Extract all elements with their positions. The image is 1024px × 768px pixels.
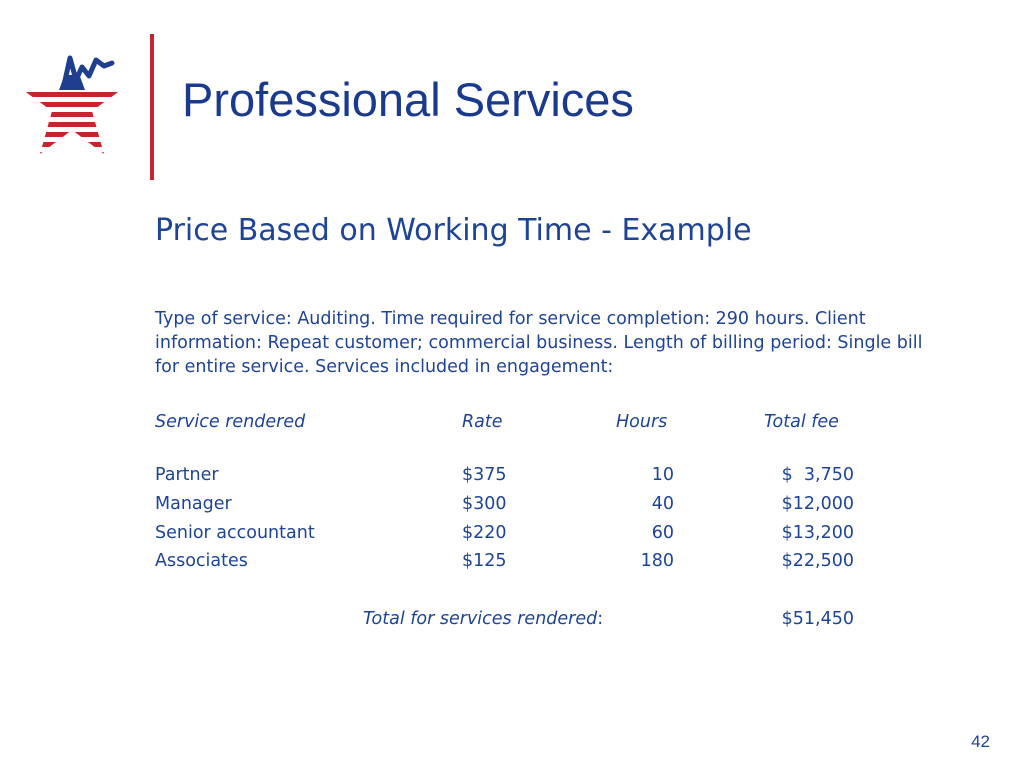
row-rate: $125 (462, 551, 507, 571)
row-fee: $ 3,750 (781, 465, 854, 485)
row-hours: 180 (640, 551, 674, 571)
header-hours: Hours (616, 412, 668, 432)
table-row (0, 491, 1024, 517)
table-row (0, 548, 1024, 574)
slide-title: Professional Services (182, 73, 634, 126)
row-rate: $300 (462, 494, 507, 514)
header-service: Service rendered (155, 412, 306, 432)
row-fee: $12,000 (781, 494, 854, 514)
table-header-row (0, 409, 1024, 435)
row-fee: $13,200 (781, 523, 854, 543)
title-divider (150, 34, 154, 180)
row-hours: 40 (651, 494, 674, 514)
slide-subtitle: Price Based on Working Time - Example (155, 213, 752, 248)
total-colon: : (597, 609, 604, 629)
row-service: Partner (155, 465, 219, 485)
star-logo-icon (22, 50, 122, 160)
row-rate: $375 (462, 465, 507, 485)
total-value: $51,450 (781, 609, 854, 629)
row-rate: $220 (462, 523, 507, 543)
intro-paragraph: Type of service: Auditing. Time required for service completion: 290 hours. Client information: Repeat customer; commercial business. Length of billing period: Single bill for entire service. Services included in engagement: (155, 309, 923, 378)
row-service: Senior accountant (155, 523, 315, 543)
header-rate: Rate (462, 412, 503, 432)
page-number: 42 (971, 732, 990, 751)
table-row (0, 462, 1024, 488)
row-service: Associates (155, 551, 248, 571)
header-fee: Total fee (764, 412, 839, 432)
table-row (0, 520, 1024, 546)
total-label-wrapper (363, 606, 603, 632)
row-service: Manager (155, 494, 232, 514)
row-hours: 60 (651, 523, 674, 543)
row-fee: $22,500 (781, 551, 854, 571)
row-hours: 10 (651, 465, 674, 485)
total-label: Total for services rendered (363, 609, 598, 629)
table-total-row (0, 606, 1024, 632)
